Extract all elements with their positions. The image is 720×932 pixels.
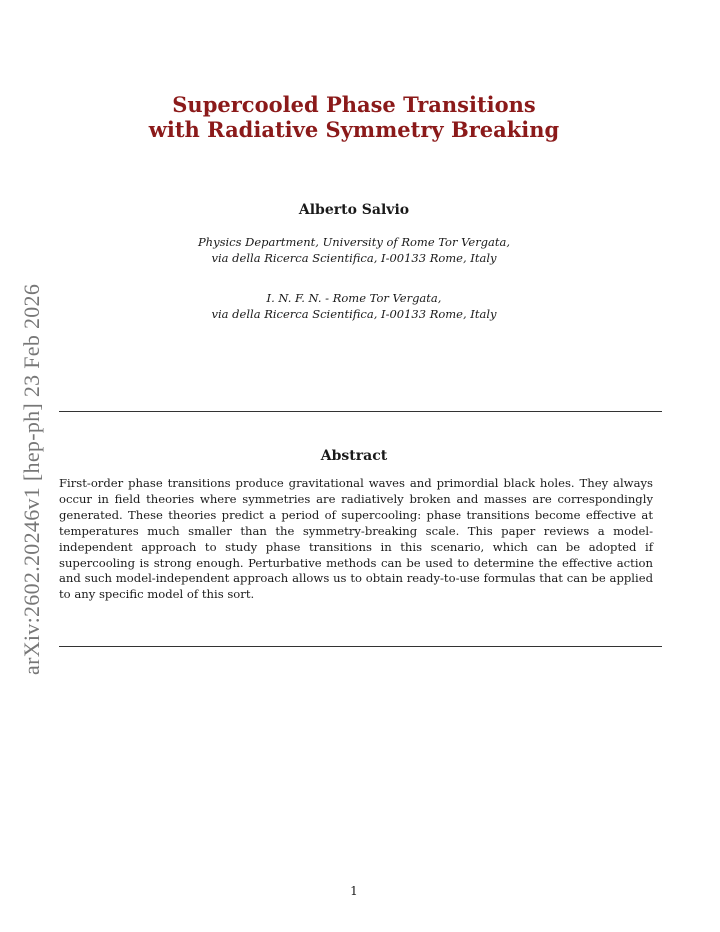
affiliation-2-line-2: via della Ricerca Scientifica, I-00133 Rome, Italy xyxy=(211,307,497,321)
author-name: Alberto Salvio xyxy=(298,202,410,218)
abstract-bottom-rule xyxy=(59,646,662,647)
arxiv-identifier-stamp: arXiv:2602.20246v1 [hep-ph] 23 Feb 2026 xyxy=(19,283,44,675)
abstract-heading: Abstract xyxy=(320,448,388,464)
abstract-top-rule xyxy=(59,411,662,412)
page-number: 1 xyxy=(350,884,358,898)
affiliation-2-line-1: I. N. F. N. - Rome Tor Vergata, xyxy=(266,291,442,305)
affiliation-2 xyxy=(0,290,708,322)
paper-title-line-2: with Radiative Symmetry Breaking xyxy=(148,117,560,142)
affiliation-1 xyxy=(0,234,708,266)
affiliation-1-line-1: Physics Department, University of Rome Tor Vergata, xyxy=(197,235,511,249)
paper-title-line-1: Supercooled Phase Transitions xyxy=(172,92,536,117)
abstract-text: First-order phase transitions produce gravitational waves and primordial black holes. They always occur in field theories where symmetries are radiatively broken and masses are correspondingly generated. These theories predict a period of supercooling: phase transitions become effective at temperatures much smaller than the symmetry-breaking scale. This paper reviews a model-independent approach to study phase transitions in this scenario, which can be adopted if supercooling is strong enough. Perturbative methods can be used to determine the effective action and such model-independent approach allows us to obtain ready-to-use formulas that can be applied to any specific model of this sort. xyxy=(59,476,653,602)
affiliation-1-line-2: via della Ricerca Scientifica, I-00133 Rome, Italy xyxy=(211,251,497,265)
paper-title xyxy=(0,92,708,142)
